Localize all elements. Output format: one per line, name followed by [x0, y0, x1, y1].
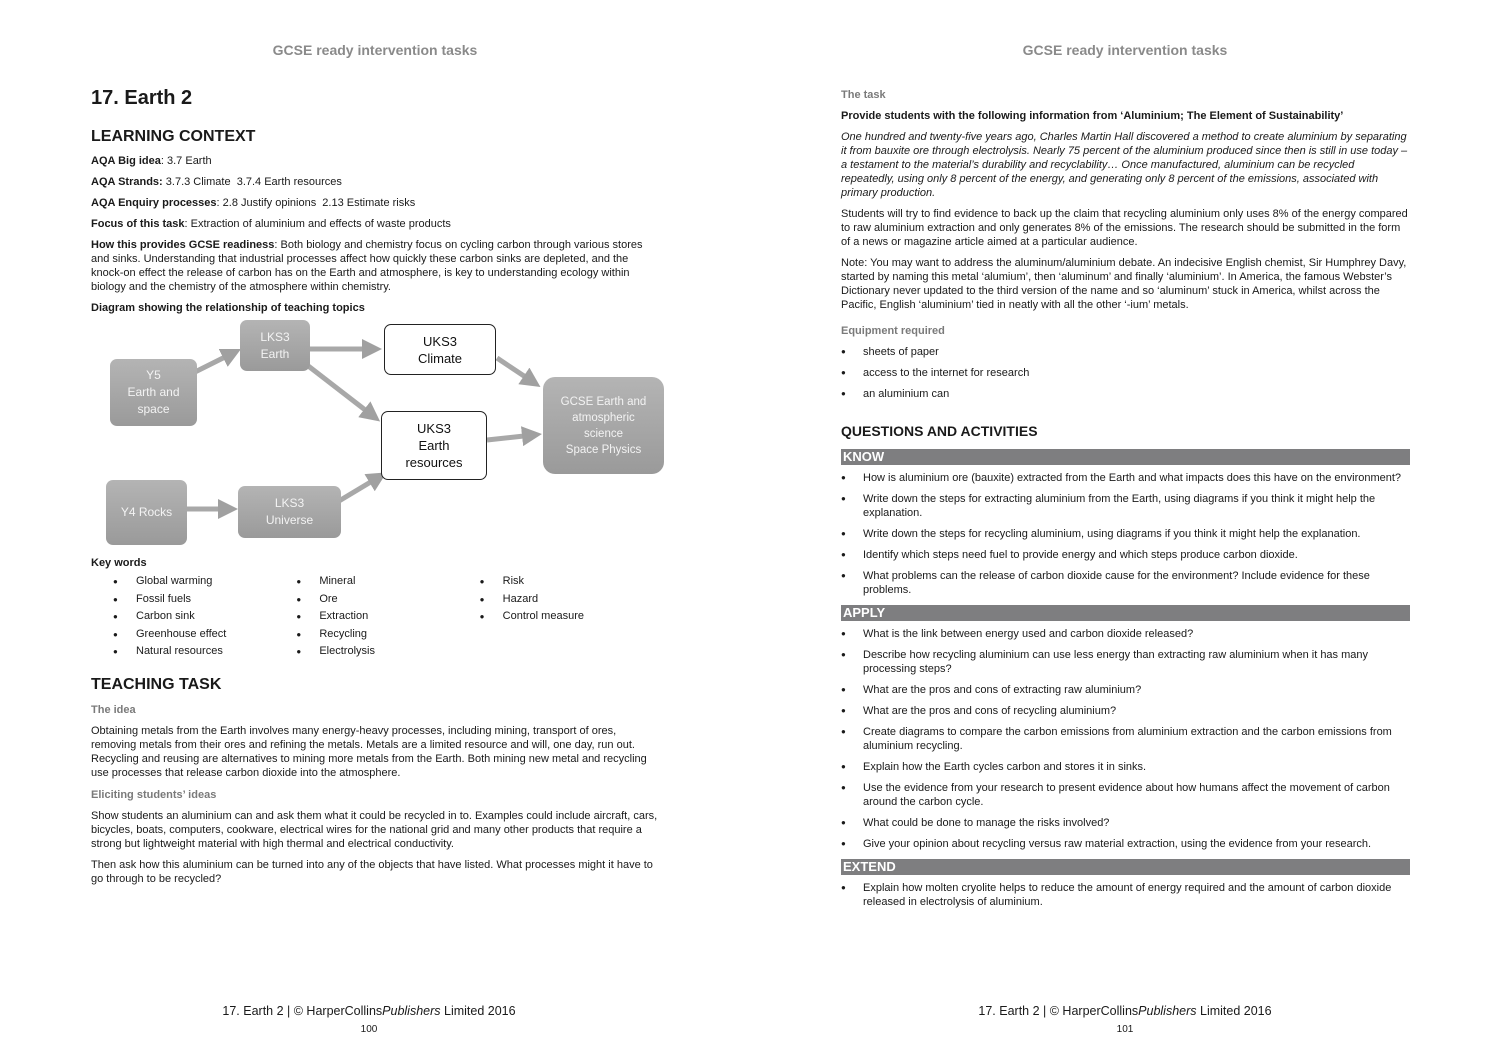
key-words-column-1 [113, 573, 296, 661]
eliciting-paragraph-1: Show students an aluminium can and ask them what it could be recycled in to. Examples could include aircraft, cars, bicycles, boats, computers, cookware, electrical wires for the national grid and many other products that require a strong but lightweight material with high thermal and electrical conductivity. [91, 809, 658, 850]
focus-label: Focus of this task [91, 218, 185, 230]
node-uks3-earth-resources: UKS3 Earth resources [381, 411, 487, 480]
strands-label: AQA Strands: [91, 176, 163, 188]
node-lks3-earth: LKS3 Earth [240, 320, 310, 371]
equipment-heading: Equipment required [841, 325, 945, 337]
extend-bar: EXTEND [841, 859, 1410, 875]
apply-item: ● What could be done to manage the risks involved? [841, 816, 1410, 830]
node-y4-rocks: Y4 Rocks [106, 480, 187, 545]
focus-value: : Extraction of aluminium and effects of waste products [184, 218, 451, 230]
key-word: ● Risk [480, 573, 663, 591]
extend-item: ● Explain how molten cryolite helps to reduce the amount of energy required and the amount of carbon dioxide released in electrolysis of aluminium. [841, 881, 1410, 909]
big-idea-line [91, 154, 663, 168]
key-words-title: Key words [91, 557, 147, 569]
diagram-caption: Diagram showing the relationship of teaching topics [91, 302, 365, 314]
key-word: ● Electrolysis [296, 643, 479, 661]
readiness-value: : Both biology and chemistry focus on cycling carbon through various stores and sinks. Understanding that industrial processes affect how quickly these carbon sinks are depleted, and the knock-on effect the release of carbon has on the Earth and atmosphere, is key to understanding ecology within biology and the chemistry of the atmosphere within chemistry. [91, 239, 643, 293]
key-word: ● Hazard [480, 591, 663, 609]
big-idea-value: : 3.7 Earth [160, 155, 212, 167]
idea-heading: The idea [91, 703, 136, 716]
arrow-universe-to-resources [339, 477, 379, 501]
apply-item: ● Create diagrams to compare the carbon emissions from aluminium extraction and the carbon emissions from aluminium recycling. [841, 725, 1410, 753]
know-bar: KNOW [841, 449, 1410, 465]
key-word: ● Recycling [296, 626, 479, 644]
node-lks3-universe: LKS3 Universe [238, 486, 341, 538]
key-words-column-3 [480, 573, 663, 661]
page-number-left: 100 [360, 1024, 378, 1035]
know-item: ● Identify which steps need fuel to provide energy and which steps produce carbon dioxide. [841, 548, 1410, 562]
enquiry-label: AQA Enquiry processes [91, 197, 217, 209]
apply-item: ● Describe how recycling aluminium can use less energy than extracting raw aluminium when it has many processing steps? [841, 648, 1410, 676]
key-words-column-2 [296, 573, 479, 661]
key-word: ● Carbon sink [113, 608, 296, 626]
apply-item: ● What are the pros and cons of extracting raw aluminium? [841, 683, 1410, 697]
right-content [841, 88, 1410, 917]
idea-paragraph: Obtaining metals from the Earth involves many energy-heavy processes, including mining, transport of ores, removing metals from their ores and refining the metals. Metals are a limited resource and will, one day, run out. Recycling and reusing are alternatives to mining more metals from the Earth. Both mining new metal and recycling use processes that release carbon dioxide into the atmosphere. [91, 724, 647, 779]
apply-item: ● Give your opinion about recycling versus raw material extraction, using the evidence from your research. [841, 837, 1410, 851]
know-item: ● How is aluminium ore (bauxite) extracted from the Earth and what impacts does this have on the environment? [841, 471, 1410, 485]
footer-left: 17. Earth 2 | © HarperCollinsPublishers Limited 2016 [222, 1004, 516, 1018]
key-word: ● Ore [296, 591, 479, 609]
know-item: ● What problems can the release of carbon dioxide cause for the environment? Include evidence for these problems. [841, 569, 1410, 597]
running-head-left: GCSE ready intervention tasks [272, 42, 478, 58]
apply-bar: APPLY [841, 605, 1410, 621]
know-item: ● Write down the steps for extracting aluminium from the Earth, using diagrams if you think it might help the explanation. [841, 492, 1410, 520]
node-gcse-earth-atmospheric: GCSE Earth and atmospheric science Space Physics [543, 377, 664, 474]
footer-right: 17. Earth 2 | © HarperCollinsPublishers Limited 2016 [978, 1004, 1272, 1018]
equipment-list [841, 345, 1410, 401]
key-word: ● Fossil fuels [113, 591, 296, 609]
apply-item: ● Use the evidence from your research to present evidence about how humans affect the movement of carbon around the carbon cycle. [841, 781, 1410, 809]
enquiry-line [91, 196, 663, 210]
focus-line [91, 217, 663, 231]
arrow-resources-to-gcse [487, 435, 533, 440]
know-item: ● Write down the steps for recycling aluminium, using diagrams if you think it might help the explanation. [841, 527, 1410, 541]
readiness-label: How this provides GCSE readiness [91, 239, 275, 251]
arrow-climate-to-gcse [497, 358, 533, 382]
running-head-right: GCSE ready intervention tasks [1022, 42, 1228, 58]
extend-list [841, 881, 1410, 909]
enquiry-value: : 2.8 Justify opinions 2.13 Estimate risks [216, 197, 416, 209]
key-word: ● Natural resources [113, 643, 296, 661]
equipment-item: ● sheets of paper [841, 345, 1410, 359]
sustainability-quote: One hundred and twenty-five years ago, Charles Martin Hall discovered a method to create aluminium by separating it from bauxite ore through electrolysis. Nearly 75 percent of the aluminium produced since then is still in use today – a testament to the material’s durability and recyclability… Once manufactured, aluminium can be recycled repeatedly, using only 8 percent of the energy, and generating only 8 percent of the emissions, associated with primary production. [841, 131, 1408, 199]
arrow-y5-to-lks3-earth [195, 353, 233, 372]
left-content [91, 86, 663, 893]
teaching-task-heading: TEACHING TASK [91, 675, 222, 693]
learning-context-heading: LEARNING CONTEXT [91, 128, 256, 145]
page-number-right: 101 [1116, 1024, 1134, 1035]
strands-line [91, 175, 663, 189]
apply-item: ● What is the link between energy used and carbon dioxide released? [841, 627, 1410, 641]
arrow-lks3-earth-to-resources [307, 365, 373, 416]
key-word: ● Control measure [480, 608, 663, 626]
node-uks3-climate: UKS3 Climate [384, 324, 496, 375]
right-page [750, 0, 1500, 1061]
key-words-list [113, 573, 663, 661]
equipment-item: ● an aluminium can [841, 387, 1410, 401]
eliciting-heading: Eliciting students’ ideas [91, 788, 217, 801]
task-heading: The task [841, 89, 886, 101]
apply-item: ● Explain how the Earth cycles carbon and stores it in sinks. [841, 760, 1410, 774]
apply-list [841, 627, 1410, 851]
provide-heading: Provide students with the following information from ‘Aluminium; The Element of Sustainability’ [841, 110, 1344, 122]
teaching-topics-diagram [91, 320, 663, 550]
key-word: ● Global warming [113, 573, 296, 591]
apply-item: ● What are the pros and cons of recycling aluminium? [841, 704, 1410, 718]
readiness-paragraph [91, 238, 663, 294]
know-list [841, 471, 1410, 597]
key-word: ● Greenhouse effect [113, 626, 296, 644]
key-word: ● Mineral [296, 573, 479, 591]
big-idea-label: AQA Big idea [91, 155, 161, 167]
questions-activities-heading: QUESTIONS AND ACTIVITIES [841, 423, 1038, 439]
equipment-item: ● access to the internet for research [841, 366, 1410, 380]
note-paragraph: Note: You may want to address the aluminum/aluminium debate. An indecisive English chemist, Sir Humphrey Davy, started by naming this metal ‘alumium’, then ‘aluminum’ and finally ‘aluminium’. In America, the famous Webster’s Dictionary never updated to the third version of the name and so ‘aluminum’ stuck in America, whilst across the Pacific, English ‘aluminium’ tied in neatly with all the other ‘-ium’ metals. [841, 257, 1407, 311]
eliciting-paragraph-2: Then ask how this aluminium can be turned into any of the objects that have listed. What processes might it have to go through to be recycled? [91, 858, 653, 885]
strands-value: 3.7.3 Climate 3.7.4 Earth resources [162, 176, 342, 188]
key-word: ● Extraction [296, 608, 479, 626]
students-paragraph: Students will try to find evidence to back up the claim that recycling aluminium only uses 8% of the energy compared to raw aluminium extraction and only generates 8% of the emissions. The research should be submitted in the form of a news or magazine article aimed at a particular audience. [841, 208, 1408, 248]
node-y5-earth-and-space: Y5 Earth and space [110, 359, 197, 426]
page-title: 17. Earth 2 [91, 87, 193, 109]
